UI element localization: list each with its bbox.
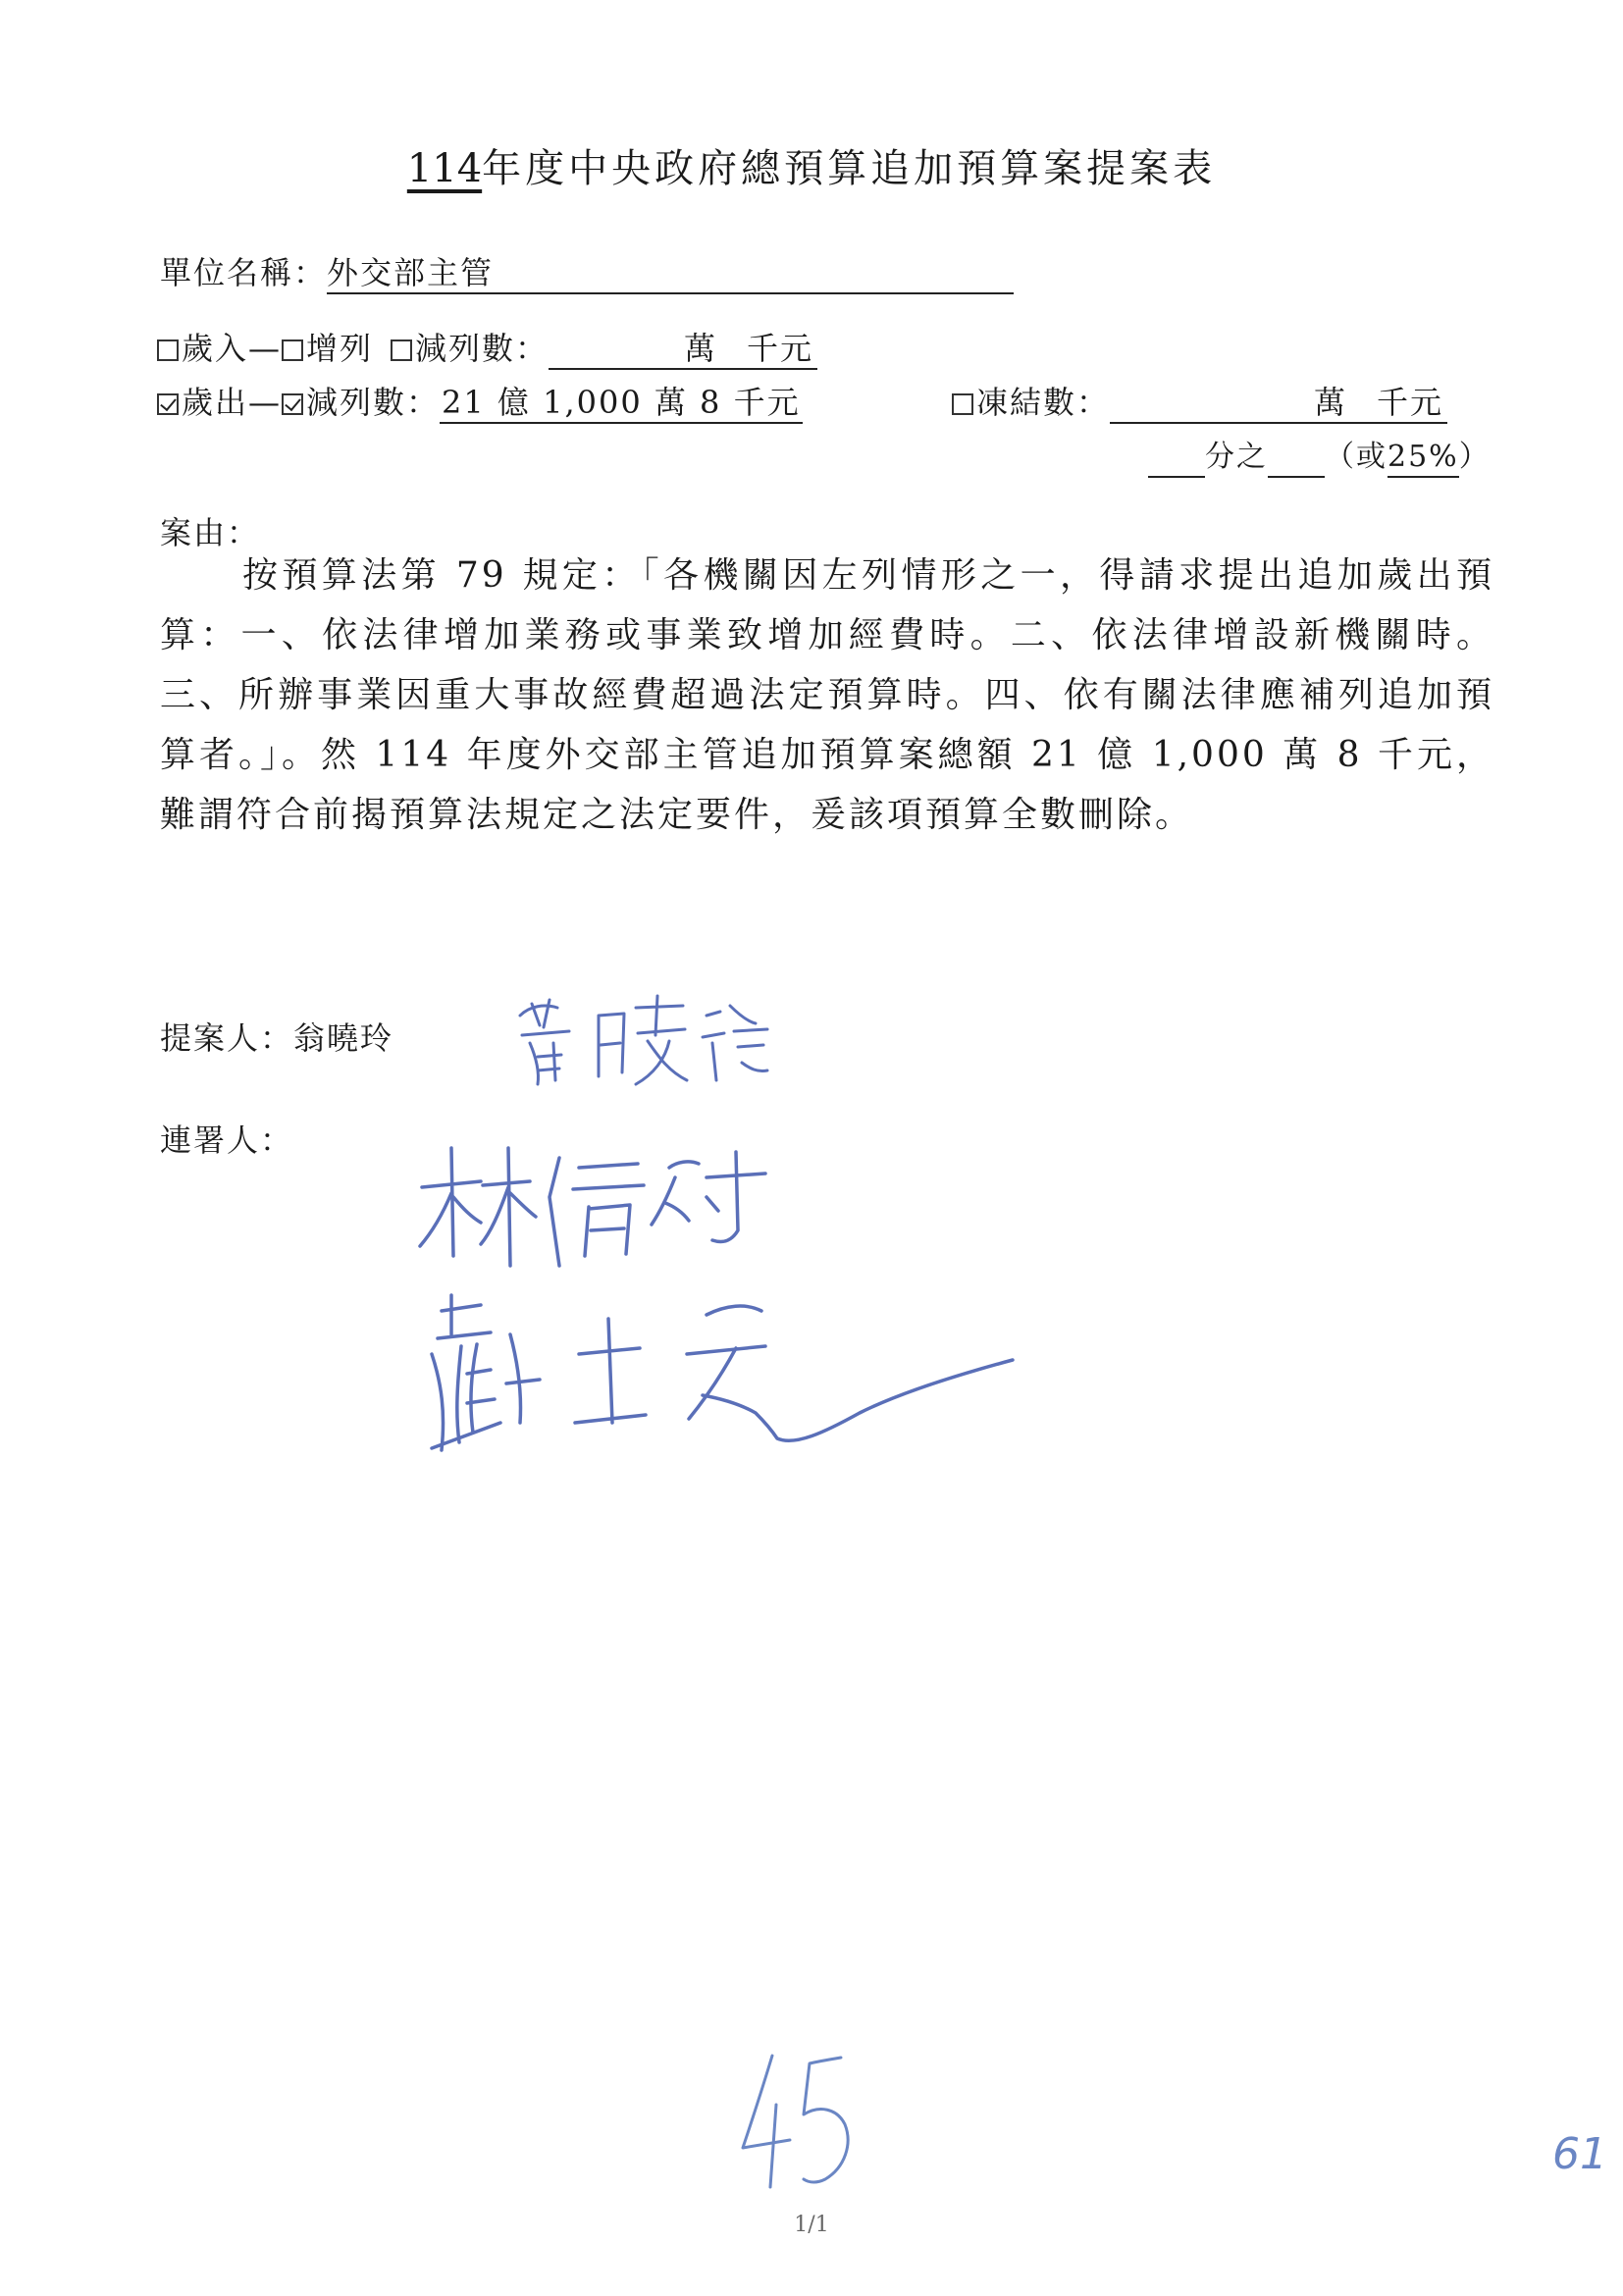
- freeze-checkbox[interactable]: [952, 393, 973, 415]
- form-title: [0, 137, 1623, 193]
- reason-text: 按預算法第 79 規定：「各機關因左列情形之一，得請求提出追加歲出預算：一、依法律增加業務或事業致增加經費時。二、依法律增設新機關時。三、所辦事業因重大事故經費超過法定預算時。四、依有關法律應補列追加預算者。」。然 114 年度外交部主管追加預算案總額 21 億 1,000 萬 8 千元，難謂符合前揭預算法規定之法定要件，爰該項預算全數刪除。: [160, 555, 1494, 835]
- revenue-increase-label: 增列: [306, 330, 374, 367]
- cosigner-label: 連署人：: [160, 1122, 294, 1159]
- title-year: 114: [406, 146, 483, 191]
- fraction-blank-2: [1268, 439, 1325, 478]
- revenue-label: 歲入: [182, 330, 249, 367]
- expenditure-amount: 21 億 1,000 萬 8 千元: [440, 383, 803, 424]
- fraction-fenzhi: 分之: [1205, 440, 1268, 474]
- revenue-decrease-checkbox[interactable]: [391, 339, 412, 361]
- freeze-row: [952, 378, 1447, 424]
- fraction-blank-1: [1148, 439, 1205, 478]
- corner-number: 61: [1552, 2129, 1607, 2179]
- revenue-wan: 萬: [684, 330, 718, 367]
- expenditure-decrease-label: 減列數：: [306, 384, 441, 421]
- revenue-checkbox[interactable]: [157, 339, 179, 361]
- reason-label: 案由：: [160, 514, 261, 551]
- title-text: 年度中央政府總預算追加預算案提案表: [482, 146, 1217, 191]
- proposer-name: 翁曉玲: [293, 1019, 394, 1057]
- page-indicator: 1/1: [794, 2213, 829, 2237]
- expenditure-checkbox[interactable]: [157, 393, 179, 415]
- expenditure-label: 歲出: [182, 384, 249, 421]
- expenditure-row: [157, 378, 803, 424]
- fraction-or: （或: [1325, 440, 1387, 474]
- expenditure-dash: —: [248, 384, 283, 421]
- freeze-wan: 萬: [1313, 384, 1347, 421]
- fraction-suffix: ）: [1458, 440, 1491, 474]
- freeze-qianyuan: 千元: [1377, 384, 1444, 421]
- handwritten-number-45: [731, 2046, 878, 2193]
- revenue-row: [157, 324, 817, 370]
- revenue-increase-checkbox[interactable]: [282, 339, 303, 361]
- fraction-percent: 25%: [1387, 439, 1459, 478]
- proposer-label: 提案人：: [160, 1019, 294, 1057]
- revenue-decrease-label: 減列數：: [415, 330, 550, 367]
- revenue-amount-blank: [549, 329, 817, 370]
- unit-label: 單位名稱：: [160, 254, 328, 291]
- proposer-row: [160, 1014, 393, 1059]
- fraction-row: [1148, 432, 1491, 478]
- cosigner-signature-1: [412, 1138, 785, 1276]
- freeze-amount-blank: [1110, 383, 1447, 424]
- expenditure-decrease-checkbox[interactable]: [282, 393, 303, 415]
- freeze-label: 凍結數：: [976, 384, 1111, 421]
- proposer-signature: [510, 986, 775, 1094]
- unit-value: 外交部主管: [327, 253, 1014, 294]
- revenue-qianyuan: 千元: [747, 330, 814, 367]
- cosigner-signature-2: [412, 1276, 1021, 1472]
- unit-row: [160, 248, 1014, 294]
- revenue-dash: —: [248, 330, 283, 367]
